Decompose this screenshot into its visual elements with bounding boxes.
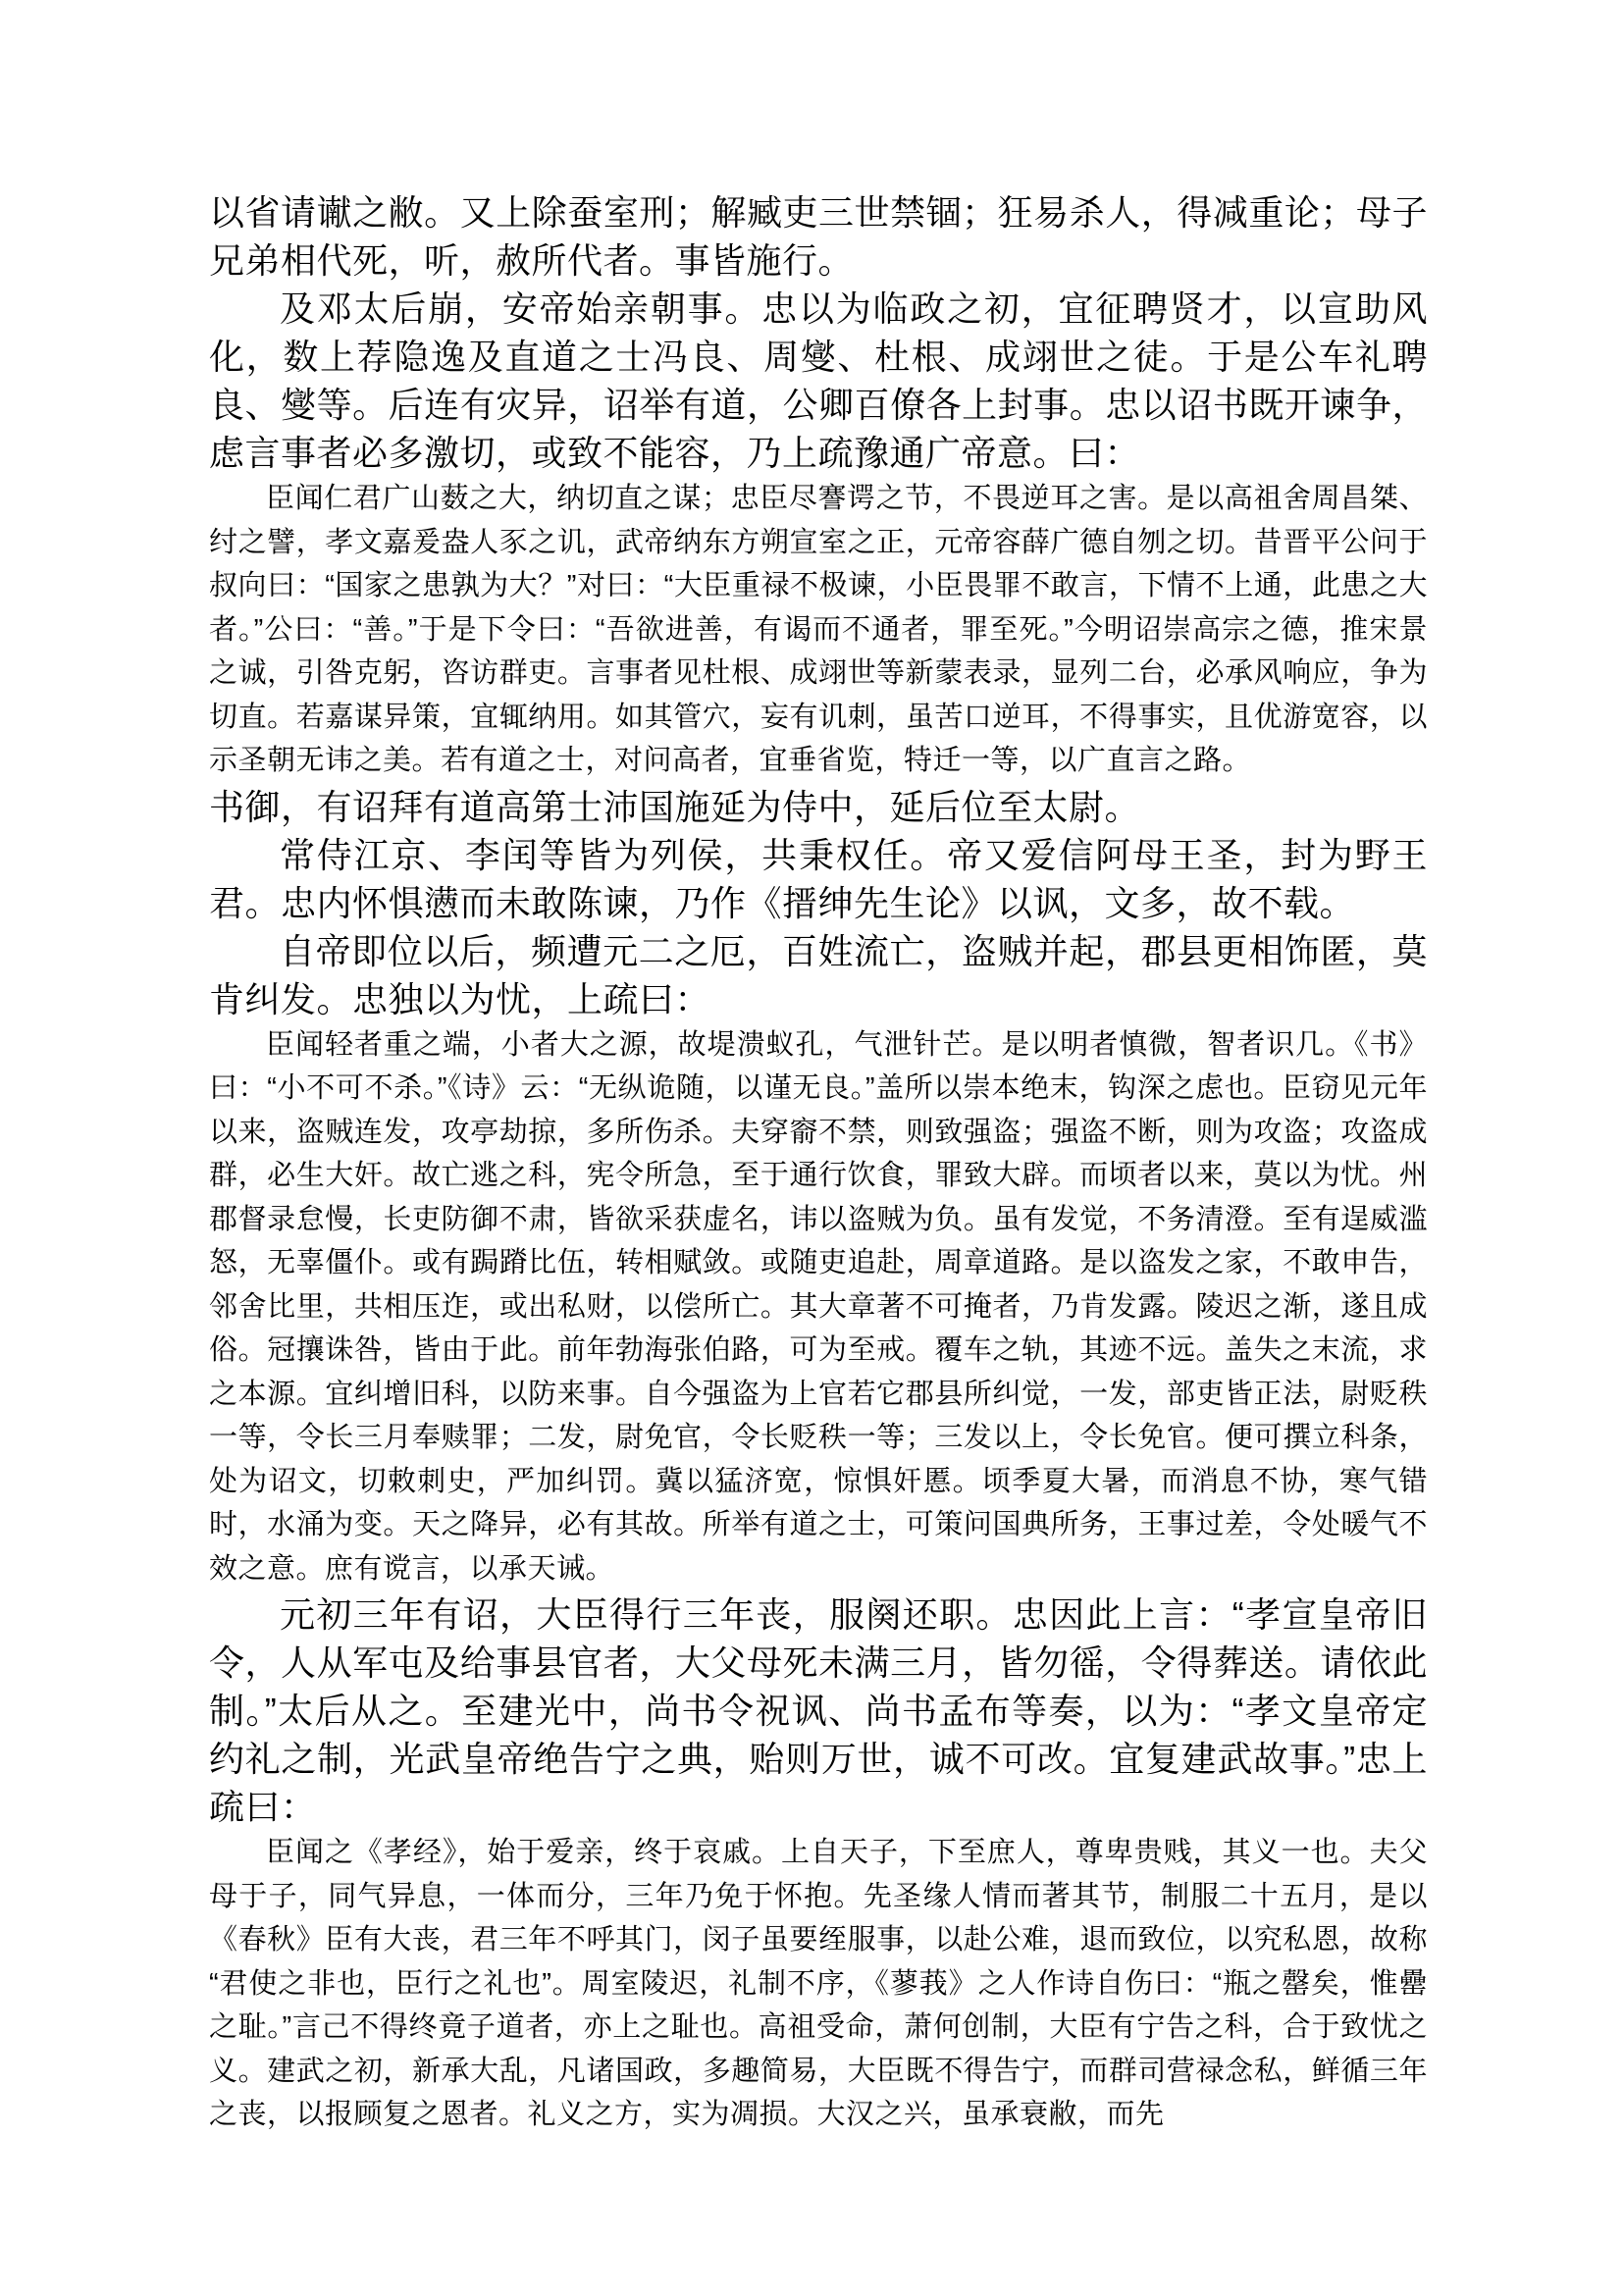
- document-text-column: [209, 188, 1428, 2137]
- paragraph-body-deng-taihou: 及邓太后崩，安帝始亲朝事。忠以为临政之初，宜征聘贤才，以宣助风化，数上荐隐逸及直道之士冯良、周燮、杜根、成翊世之徒。于是公车礼聘良、燮等。后连有灾异，诏举有道，公卿百僚各上封事。忠以诏书既开谏争，虑言事者必多激切，或致不能容，乃上疏豫通广帝意。曰：: [209, 288, 1428, 473]
- paragraph-body-yuanchu-sannian: 元初三年有诏，大臣得行三年丧，服阕还职。忠因此上言：“孝宣皇帝旧令，人从军屯及给事县官者，大父母死未满三月，皆勿徭，令得葬送。请依此制。”太后从之。至建光中，尚书令祝讽、尚书孟布等奏，以为：“孝文皇帝定约礼之制，光武皇帝绝告宁之典，贻则万世，诚不可改。宜复建武故事。”忠上疏曰：: [209, 1594, 1428, 1827]
- paragraph-body-continued-1: 以省请谳之敝。又上除蚕室刑；解臧吏三世禁锢；狂易杀人，得减重论；母子兄弟相代死，听，赦所代者。事皆施行。: [209, 192, 1428, 281]
- paragraph-body-continued-2: 书御，有诏拜有道高第士沛国施延为侍中，延后位至太尉。: [209, 786, 1141, 827]
- memorial-quote-block-3: 臣闻之《孝经》，始于爱亲，终于哀戚。上自天子，下至庶人，尊卑贵贱，其义一也。夫父母于子，同气异息，一体而分，三年乃免于怀抱。先圣缘人情而著其节，制服二十五月，是以《春秋》臣有大丧，君三年不呼其门，闵子虽要绖服事，以赴公难，退而致位，以究私恩，故称“君使之非也，臣行之礼也”。周室陵迟，礼制不序，《蓼莪》之人作诗自伤曰：“瓶之罄矣，惟罍之耻。”言己不得终竟子道者，亦上之耻也。高祖受命，萧何创制，大臣有宁告之科，合于致忧之义。建武之初，新承大乱，凡诸国政，多趣简易，大臣既不得告宁，而群司营禄念私，鲜循三年之丧，以报顾复之恩者。礼义之方，实为凋损。大汉之兴，虽承衰敝，而先: [209, 1837, 1428, 2130]
- paragraph-body-changshi: 常侍江京、李闰等皆为列侯，共秉权任。帝又爱信阿母王圣，封为野王君。忠内怀惧懑而未敢陈谏，乃作《搢绅先生论》以讽，文多，故不载。: [209, 834, 1428, 923]
- memorial-quote-block-2: 臣闻轻者重之端，小者大之源，故堤溃蚁孔，气泄针芒。是以明者慎微，智者识几。《书》曰：“小不可不杀。”《诗》云：“无纵诡随，以谨无良。”盖所以崇本绝末，钩深之虑也。臣窃见元年以来，盗贼连发，攻亭劫掠，多所伤杀。夫穿窬不禁，则致强盗；强盗不断，则为攻盗；攻盗成群，必生大奸。故亡逃之科，宪令所急，至于通行饮食，罪致大辟。而顷者以来，莫以为忧。州郡督录怠慢，长吏防御不肃，皆欲采获虚名，讳以盗贼为负。虽有发觉，不务清澄。至有逞威滥怒，无辜僵仆。或有跼蹐比伍，转相赋敛。或随吏追赴，周章道路。是以盗发之家，不敢申告，邻舍比里，共相压迮，或出私财，以偿所亡。其大章著不可掩者，乃肯发露。陵迟之渐，遂且成俗。冠攘诛咎，皆由于此。前年勃海张伯路，可为至戒。覆车之轨，其迹不远。盖失之末流，求之本源。宜纠增旧科，以防来事。自今强盗为上官若它郡县所纠觉，一发，部吏皆正法，尉贬秩一等，令长三月奉赎罪；二发，尉免官，令长贬秩一等；三发以上，令长免官。便可撰立科条，处为诏文，切敕刺史，严加纠罚。冀以猛济宽，惊惧奸慝。顷季夏大暑，而消息不协，寒气错时，水涌为变。天之降异，必有其故。所举有道之士，可策问国典所务，王事过差，令处暖气不效之意。庶有谠言，以承天诫。: [209, 1028, 1428, 1585]
- memorial-quote-block-1: 臣闻仁君广山薮之大，纳切直之谋；忠臣尽謇谔之节，不畏逆耳之害。是以高祖舍周昌桀、纣之譬，孝文嘉爰盎人豕之讥，武帝纳东方朔宣室之正，元帝容薛广德自刎之切。昔晋平公问于叔向曰：“国家之患孰为大？”对曰：“大臣重禄不极谏，小臣畏罪不敢言，下情不上通，此患之大者。”公曰：“善。”于是下令曰：“吾欲进善，有谒而不通者，罪至死。”今明诏崇高宗之德，推宋景之诚，引咎克躬，咨访群吏。言事者见杜根、成翊世等新蒙表录，显列二台，必承风响应，争为切直。若嘉谋异策，宜辄纳用。如其管穴，妄有讥刺，虽苦口逆耳，不得事实，且优游宽容，以示圣朝无讳之美。若有道之士，对问高者，宜垂省览，特迁一等，以广直言之路。: [209, 483, 1428, 776]
- paragraph-body-zidi-jiwei: 自帝即位以后，频遭元二之厄，百姓流亡，盗贼并起，郡县更相饰匿，莫肯纠发。忠独以为忧，上疏曰：: [209, 930, 1428, 1019]
